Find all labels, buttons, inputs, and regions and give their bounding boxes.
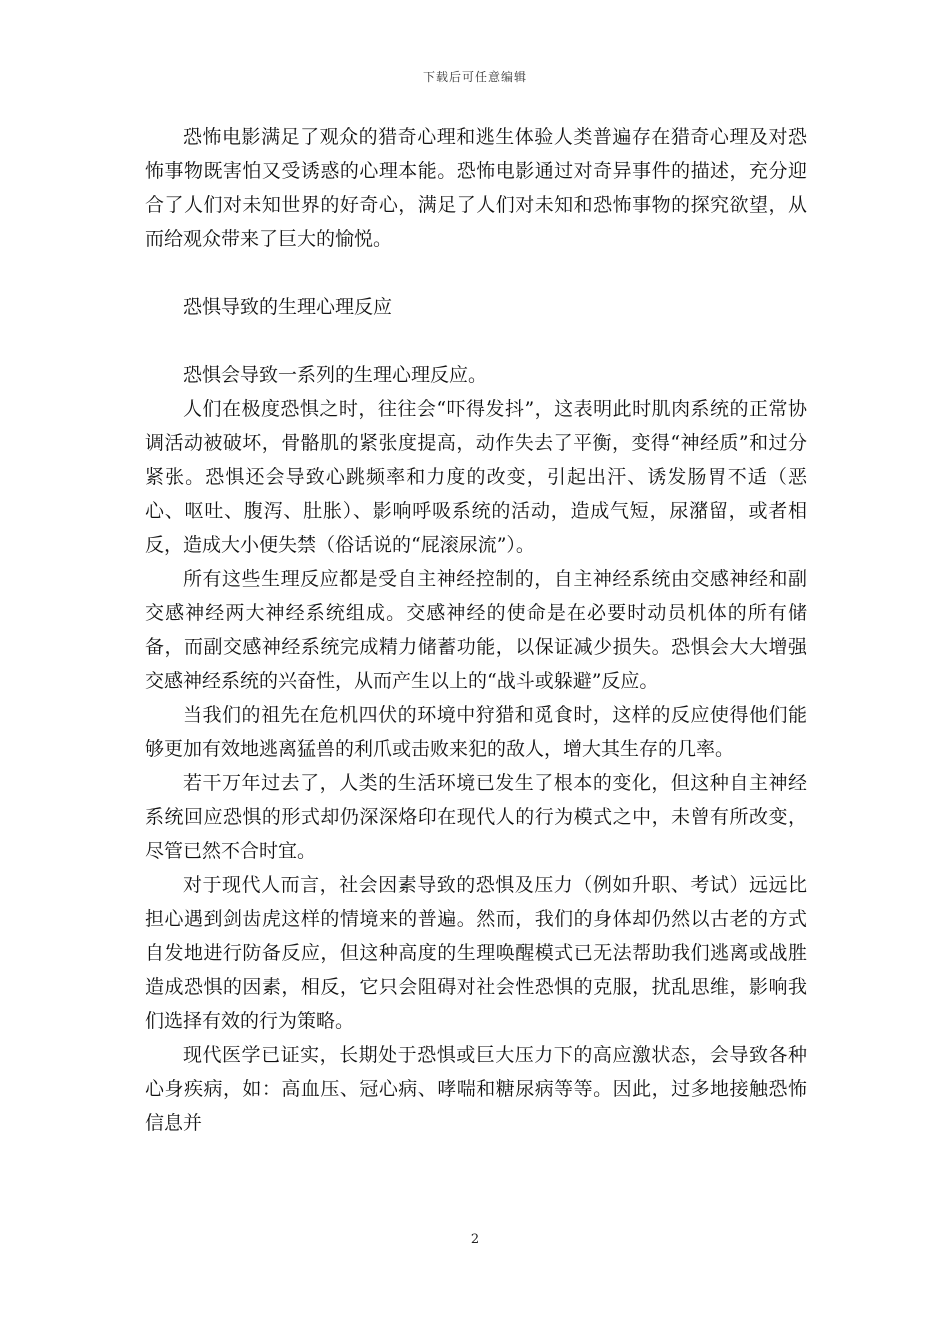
- paragraph-2: 人们在极度恐惧之时，往往会“吓得发抖”，这表明此时肌肉系统的正常协调活动被破坏，骨骼肌的紧张度提高，动作失去了平衡，变得“神经质”和过分紧张。恐惧还会导致心跳频率和力度的改变，引起出汗、诱发肠胃不适（恶心、呕吐、腹泻、肚胀）、影响呼吸系统的活动，造成气短，尿潴留，或者相反，造成大小便失禁（俗话说的“屁滚尿流”）。: [145, 398, 807, 556]
- paragraph-3: 所有这些生理反应都是受自主神经控制的，自主神经系统由交感神经和副交感神经两大神经系统组成。交感神经的使命是在必要时动员机体的所有储备，而副交感神经系统完成精力储蓄功能，以保证减少损失。恐惧会大大增强交感神经系统的兴奋性，从而产生以上的“战斗或躲避”反应。: [145, 568, 807, 692]
- paragraph-7: 现代医学已证实，长期处于恐惧或巨大压力下的高应激状态，会导致各种心身疾病，如：高血压、冠心病、哮喘和糖尿病等等。因此，过多地接触恐怖信息并: [145, 1044, 807, 1134]
- paragraph-horror-film-curiosity: 恐怖电影满足了观众的猎奇心理和逃生体验人类普遍存在猎奇心理及对恐怖事物既害怕又受诱惑的心理本能。恐怖电影通过对奇异事件的描述，充分迎合了人们对未知世界的好奇心，满足了人们对未知和恐怖事物的探究欲望，从而给观众带来了巨大的愉悦。: [145, 126, 807, 250]
- page-header: 下载后可任意编辑: [422, 70, 527, 84]
- page-number: 2: [470, 1232, 480, 1247]
- section-heading: 恐惧导致的生理心理反应: [183, 296, 393, 318]
- paragraph-6: 对于现代人而言，社会因素导致的恐惧及压力（例如升职、考试）远远比担心遇到剑齿虎这样的情境来的普遍。然而，我们的身体却仍然以古老的方式自发地进行防备反应，但这种高度的生理唤醒模式已无法帮助我们逃离或战胜造成恐惧的因素，相反，它只会阻碍对社会性恐惧的克服，扰乱思维，影响我们选择有效的行为策略。: [145, 874, 807, 1032]
- paragraph-5: 若干万年过去了，人类的生活环境已发生了根本的变化，但这种自主神经系统回应恐惧的形式却仍深深烙印在现代人的行为模式之中，未曾有所改变，尽管已然不合时宜。: [145, 772, 807, 862]
- paragraph-1: 恐惧会导致一系列的生理心理反应。: [183, 364, 488, 386]
- paragraph-4: 当我们的祖先在危机四伏的环境中狩猎和觅食时，这样的反应使得他们能够更加有效地逃离猛兽的利爪或击败来犯的敌人，增大其生存的几率。: [145, 704, 807, 760]
- document-body: [145, 120, 807, 1140]
